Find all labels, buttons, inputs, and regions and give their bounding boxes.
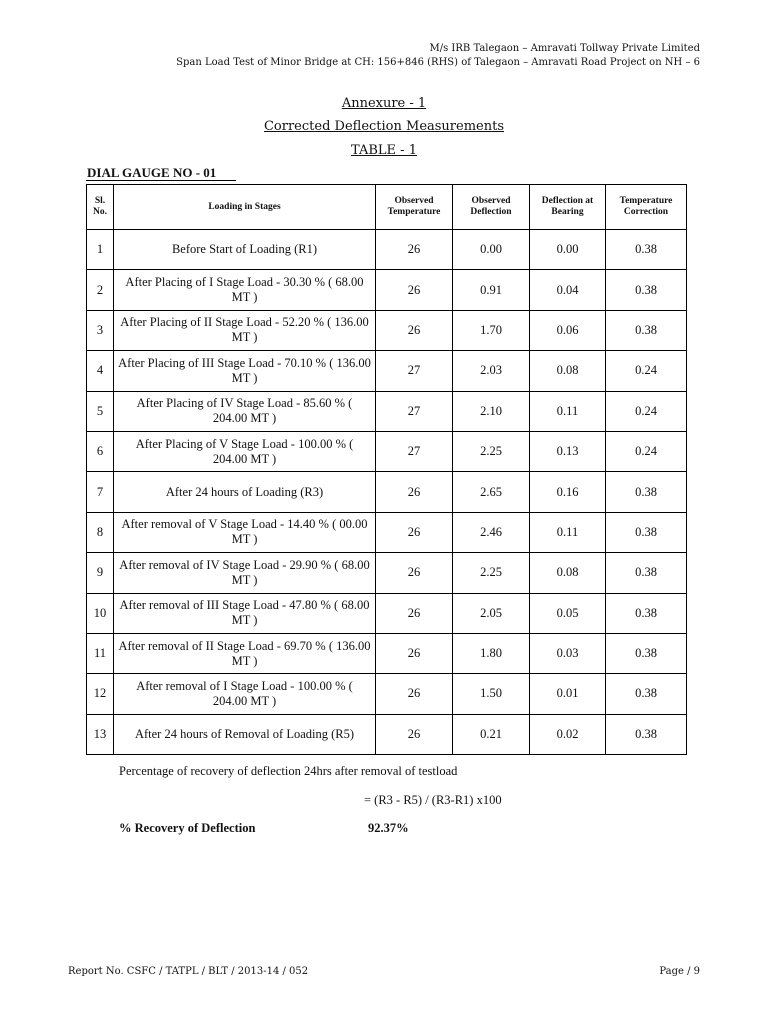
cell-deflection-bearing: 0.08 xyxy=(530,553,606,593)
cell-sl-no: 2 xyxy=(87,270,114,310)
table-row xyxy=(87,714,687,754)
table-row xyxy=(87,553,687,593)
table-header-row xyxy=(87,185,687,230)
cell-loading-stage: After removal of IV Stage Load - 29.90 % ( 68.00 MT ) xyxy=(114,553,376,593)
cell-sl-no: 7 xyxy=(87,472,114,512)
cell-temperature-correction: 0.38 xyxy=(606,512,687,552)
cell-loading-stage: After Placing of III Stage Load - 70.10 % ( 136.00 MT ) xyxy=(114,351,376,391)
cell-temperature-correction: 0.24 xyxy=(606,391,687,431)
header-temperature-correction: Temperature Correction xyxy=(606,185,687,230)
recovery-note: Percentage of recovery of deflection 24hrs after removal of testload xyxy=(119,764,458,778)
cell-sl-no: 12 xyxy=(87,674,114,714)
cell-loading-stage: After Placing of V Stage Load - 100.00 % ( 204.00 MT ) xyxy=(114,431,376,471)
table-row xyxy=(87,674,687,714)
cell-deflection-bearing: 0.11 xyxy=(530,391,606,431)
cell-deflection-bearing: 0.04 xyxy=(530,270,606,310)
project-header: Span Load Test of Minor Bridge at CH: 156+846 (RHS) of Talegaon – Amravati Road Project on NH – 6 xyxy=(176,57,700,68)
cell-sl-no: 9 xyxy=(87,553,114,593)
cell-sl-no: 10 xyxy=(87,593,114,633)
cell-loading-stage: After Placing of II Stage Load - 52.20 % ( 136.00 MT ) xyxy=(114,310,376,350)
table-row xyxy=(87,431,687,471)
recovery-formula: = (R3 - R5) / (R3-R1) x100 xyxy=(364,793,502,807)
cell-temperature-correction: 0.38 xyxy=(606,593,687,633)
cell-loading-stage: After 24 hours of Loading (R3) xyxy=(114,472,376,512)
cell-sl-no: 11 xyxy=(87,633,114,673)
header-deflection-bearing: Deflection at Bearing xyxy=(530,185,606,230)
recovery-label: % Recovery of Deflection xyxy=(119,821,256,835)
table-title: TABLE - 1 xyxy=(351,143,417,158)
cell-temperature-correction: 0.38 xyxy=(606,472,687,512)
cell-loading-stage: After Placing of IV Stage Load - 85.60 % ( 204.00 MT ) xyxy=(114,391,376,431)
cell-sl-no: 1 xyxy=(87,230,114,270)
recovery-value: 92.37% xyxy=(368,821,409,835)
cell-temperature-correction: 0.38 xyxy=(606,310,687,350)
report-number: Report No. CSFC / TATPL / BLT / 2013-14 / 052 xyxy=(68,966,309,977)
cell-deflection-bearing: 0.03 xyxy=(530,633,606,673)
cell-observed-deflection: 2.05 xyxy=(453,593,530,633)
table-row xyxy=(87,230,687,270)
header-loading-stages: Loading in Stages xyxy=(114,185,376,230)
cell-observed-temperature: 26 xyxy=(376,310,453,350)
cell-loading-stage: After removal of II Stage Load - 69.70 % ( 136.00 MT ) xyxy=(114,633,376,673)
cell-observed-deflection: 1.80 xyxy=(453,633,530,673)
cell-temperature-correction: 0.38 xyxy=(606,633,687,673)
cell-deflection-bearing: 0.05 xyxy=(530,593,606,633)
cell-loading-stage: After removal of I Stage Load - 100.00 % ( 204.00 MT ) xyxy=(114,674,376,714)
cell-observed-deflection: 2.25 xyxy=(453,553,530,593)
table-row xyxy=(87,633,687,673)
cell-observed-temperature: 27 xyxy=(376,391,453,431)
cell-loading-stage: After removal of V Stage Load - 14.40 % ( 00.00 MT ) xyxy=(114,512,376,552)
cell-observed-temperature: 26 xyxy=(376,230,453,270)
cell-sl-no: 8 xyxy=(87,512,114,552)
cell-observed-deflection: 2.65 xyxy=(453,472,530,512)
cell-observed-deflection: 2.25 xyxy=(453,431,530,471)
table-row xyxy=(87,472,687,512)
deflection-table xyxy=(86,184,687,755)
cell-observed-deflection: 1.70 xyxy=(453,310,530,350)
table-row xyxy=(87,270,687,310)
cell-observed-temperature: 26 xyxy=(376,593,453,633)
annexure-title: Annexure - 1 xyxy=(341,96,427,111)
cell-observed-deflection: 1.50 xyxy=(453,674,530,714)
cell-observed-temperature: 26 xyxy=(376,553,453,593)
header-observed-temperature: Observed Temperature xyxy=(376,185,453,230)
cell-deflection-bearing: 0.02 xyxy=(530,714,606,754)
table-row xyxy=(87,391,687,431)
page-number: Page / 9 xyxy=(659,966,700,977)
cell-observed-temperature: 26 xyxy=(376,472,453,512)
table-row xyxy=(87,593,687,633)
cell-temperature-correction: 0.24 xyxy=(606,351,687,391)
cell-loading-stage: After Placing of I Stage Load - 30.30 % ( 68.00 MT ) xyxy=(114,270,376,310)
cell-observed-temperature: 26 xyxy=(376,633,453,673)
cell-temperature-correction: 0.38 xyxy=(606,714,687,754)
cell-observed-deflection: 0.00 xyxy=(453,230,530,270)
cell-loading-stage: Before Start of Loading (R1) xyxy=(114,230,376,270)
document-title: Corrected Deflection Measurements xyxy=(263,119,505,134)
cell-observed-temperature: 27 xyxy=(376,351,453,391)
cell-deflection-bearing: 0.13 xyxy=(530,431,606,471)
cell-observed-temperature: 26 xyxy=(376,512,453,552)
cell-temperature-correction: 0.38 xyxy=(606,270,687,310)
cell-sl-no: 3 xyxy=(87,310,114,350)
cell-deflection-bearing: 0.11 xyxy=(530,512,606,552)
cell-loading-stage: After removal of III Stage Load - 47.80 % ( 68.00 MT ) xyxy=(114,593,376,633)
cell-sl-no: 13 xyxy=(87,714,114,754)
table-row xyxy=(87,351,687,391)
cell-observed-deflection: 0.21 xyxy=(453,714,530,754)
header-observed-deflection: Observed Deflection xyxy=(453,185,530,230)
cell-temperature-correction: 0.24 xyxy=(606,431,687,471)
cell-deflection-bearing: 0.01 xyxy=(530,674,606,714)
cell-sl-no: 5 xyxy=(87,391,114,431)
cell-observed-deflection: 2.03 xyxy=(453,351,530,391)
cell-observed-temperature: 26 xyxy=(376,674,453,714)
cell-deflection-bearing: 0.16 xyxy=(530,472,606,512)
cell-loading-stage: After 24 hours of Removal of Loading (R5) xyxy=(114,714,376,754)
cell-observed-temperature: 27 xyxy=(376,431,453,471)
cell-temperature-correction: 0.38 xyxy=(606,230,687,270)
cell-sl-no: 4 xyxy=(87,351,114,391)
cell-observed-temperature: 26 xyxy=(376,270,453,310)
cell-deflection-bearing: 0.00 xyxy=(530,230,606,270)
dial-gauge-label: DIAL GAUGE NO - 01 xyxy=(87,165,217,180)
dial-gauge-underline xyxy=(86,180,236,181)
header-sl-no: Sl. No. xyxy=(87,185,114,230)
table-row xyxy=(87,310,687,350)
cell-observed-deflection: 2.46 xyxy=(453,512,530,552)
table-row xyxy=(87,512,687,552)
cell-observed-temperature: 26 xyxy=(376,714,453,754)
cell-sl-no: 6 xyxy=(87,431,114,471)
cell-deflection-bearing: 0.08 xyxy=(530,351,606,391)
company-header: M/s IRB Talegaon – Amravati Tollway Private Limited xyxy=(429,43,700,54)
cell-observed-deflection: 0.91 xyxy=(453,270,530,310)
cell-observed-deflection: 2.10 xyxy=(453,391,530,431)
cell-temperature-correction: 0.38 xyxy=(606,553,687,593)
cell-temperature-correction: 0.38 xyxy=(606,674,687,714)
cell-deflection-bearing: 0.06 xyxy=(530,310,606,350)
